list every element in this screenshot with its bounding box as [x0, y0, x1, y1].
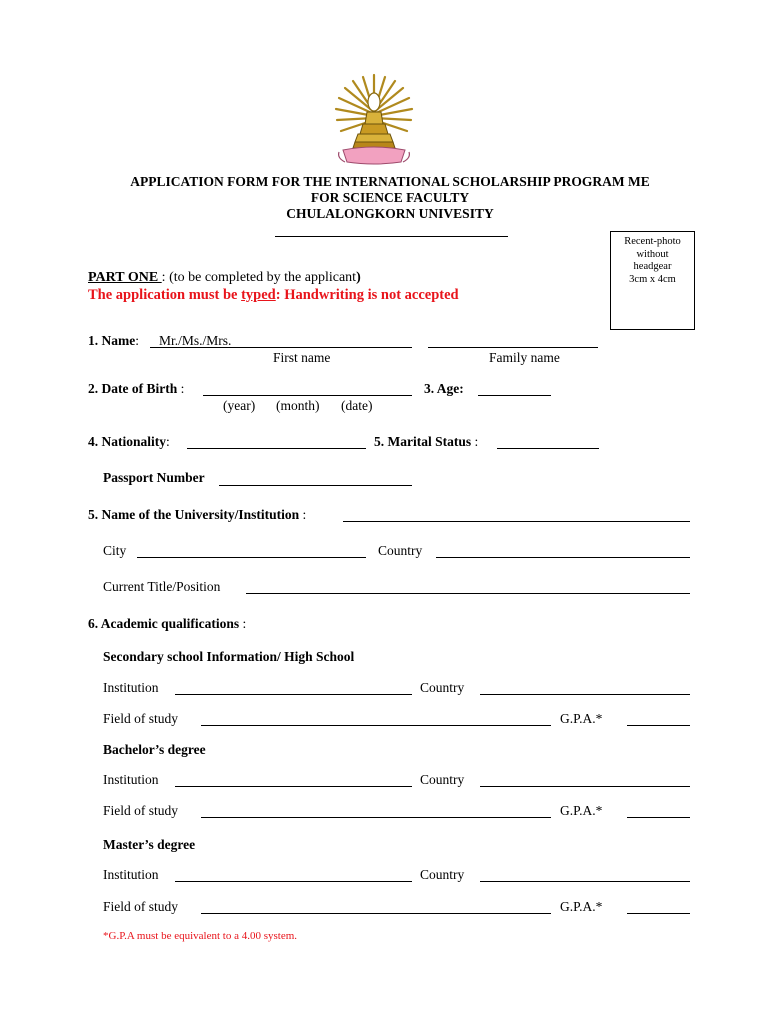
marital-colon: :	[471, 434, 479, 449]
dob-field[interactable]	[203, 395, 412, 396]
secondary-country-label: Country	[420, 680, 465, 695]
age-field[interactable]	[478, 395, 551, 396]
academic-heading: 6. Academic qualifications	[88, 616, 240, 631]
title-position-label: Current Title/Position	[103, 579, 221, 594]
bachelor-gpa-field[interactable]	[627, 817, 690, 818]
master-country-label: Country	[420, 867, 465, 882]
marital-field[interactable]	[497, 448, 599, 449]
title-position-field[interactable]	[246, 593, 690, 594]
marital-row	[374, 434, 478, 450]
form-title-line-3: CHULALONGKORN UNIVESITY	[286, 206, 494, 221]
bachelor-country-label: Country	[420, 772, 465, 787]
bachelor-institution-field[interactable]	[175, 786, 412, 787]
bachelor-field-label: Field of study	[103, 803, 179, 818]
bachelor-heading: Bachelor’s degree	[103, 742, 206, 757]
part-one-sep: :	[161, 270, 170, 285]
bachelor-country-field[interactable]	[480, 786, 690, 787]
city-label: City	[103, 543, 127, 558]
country-label: Country	[378, 543, 423, 558]
first-name-field[interactable]	[150, 347, 412, 348]
form-title-line-2: FOR SCIENCE FACULTY	[310, 190, 470, 205]
master-field-field[interactable]	[201, 913, 551, 914]
dob-row	[88, 381, 184, 397]
name-prefix: Mr./Ms./Mrs.	[159, 333, 232, 348]
bachelor-field-field[interactable]	[201, 817, 551, 818]
nationality-field[interactable]	[187, 448, 366, 449]
dob-colon: :	[177, 381, 185, 396]
typed-warning-pre: The application must be	[88, 287, 242, 303]
part-one-note: (to be completed by the applicant	[169, 270, 357, 285]
secondary-country-field[interactable]	[480, 694, 690, 695]
dob-year-caption: (year)	[223, 398, 256, 413]
first-name-caption: First name	[273, 350, 331, 365]
photo-box-line-3: headgear	[633, 261, 672, 272]
master-institution-label: Institution	[103, 867, 159, 882]
photo-box[interactable]	[610, 231, 695, 330]
dob-label: 2. Date of Birth	[88, 381, 178, 396]
title-underline	[275, 236, 508, 237]
family-name-caption: Family name	[489, 350, 560, 365]
photo-box-line-2: without	[636, 248, 669, 260]
photo-box-line-4: 3cm x 4cm	[629, 273, 676, 285]
name-colon: :	[135, 333, 140, 348]
university-colon: :	[299, 507, 307, 522]
secondary-gpa-field[interactable]	[627, 725, 690, 726]
gpa-footnote: *G.P.A must be equivalent to a 4.00 system.	[103, 930, 298, 942]
country-field[interactable]	[436, 557, 690, 558]
photo-box-line-1: Recent-photo	[624, 236, 681, 247]
master-field-label: Field of study	[103, 899, 179, 914]
academic-row	[88, 616, 246, 632]
master-heading: Master’s degree	[103, 837, 196, 852]
secondary-institution-field[interactable]	[175, 694, 412, 695]
typed-warning-emph: typed	[241, 287, 276, 303]
university-field[interactable]	[343, 521, 690, 522]
marital-label: 5. Marital Status	[374, 434, 472, 449]
name-row	[88, 333, 139, 349]
master-gpa-field[interactable]	[627, 913, 690, 914]
secondary-heading: Secondary school Information/ High School	[103, 649, 355, 664]
university-row	[88, 507, 306, 523]
secondary-institution-label: Institution	[103, 680, 159, 695]
academic-colon: :	[239, 616, 247, 631]
part-one-heading: PART ONE	[88, 270, 162, 285]
nationality-colon: :	[166, 434, 170, 449]
nationality-label: 4. Nationality	[88, 434, 167, 449]
typed-warning	[88, 287, 459, 304]
master-country-field[interactable]	[480, 881, 690, 882]
dob-month-caption: (month)	[276, 398, 320, 413]
part-one-line	[88, 270, 361, 286]
university-emblem-logo	[333, 72, 415, 170]
name-label: 1. Name	[88, 333, 136, 348]
bachelor-institution-label: Institution	[103, 772, 159, 787]
city-field[interactable]	[137, 557, 366, 558]
university-label: 5. Name of the University/Institution	[88, 507, 300, 522]
typed-warning-post: : Handwriting is not accepted	[275, 287, 459, 303]
nationality-row	[88, 434, 170, 450]
dob-date-caption: (date)	[341, 398, 373, 413]
master-institution-field[interactable]	[175, 881, 412, 882]
age-label: 3. Age:	[424, 381, 464, 396]
form-title-line-1: APPLICATION FORM FOR THE INTERNATIONAL SCHOLARSHIP PROGRAM ME	[130, 174, 650, 189]
bachelor-gpa-label: G.P.A.*	[560, 803, 603, 818]
secondary-field-field[interactable]	[201, 725, 551, 726]
part-one-note-close: )	[356, 270, 361, 285]
passport-field[interactable]	[219, 485, 412, 486]
family-name-field[interactable]	[428, 347, 598, 348]
secondary-gpa-label: G.P.A.*	[560, 711, 603, 726]
master-gpa-label: G.P.A.*	[560, 899, 603, 914]
passport-label: Passport Number	[103, 470, 205, 485]
secondary-field-label: Field of study	[103, 711, 179, 726]
